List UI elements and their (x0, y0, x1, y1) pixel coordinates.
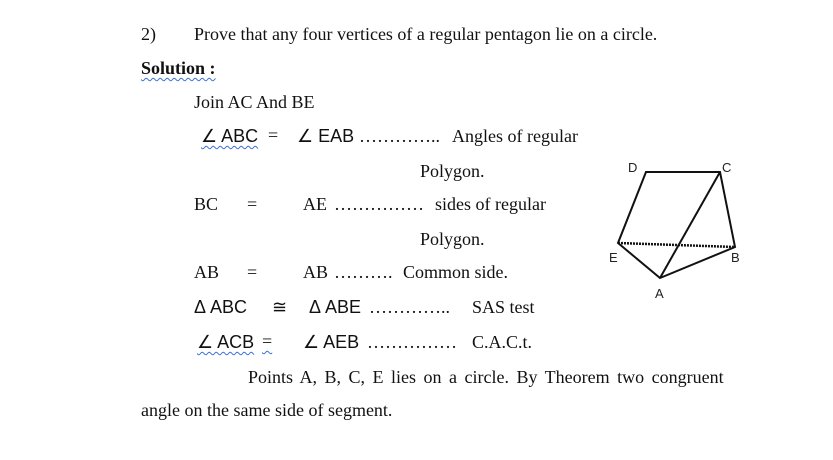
step-join: Join AC And BE (194, 92, 315, 112)
row1-angle-eab: ∠ EAB (297, 126, 355, 146)
pentagon-outline (618, 172, 735, 278)
row2-reason-cont: Polygon. (420, 229, 485, 249)
row1-reason: Angles of regular (452, 126, 578, 146)
row4-congruent: ≅ (272, 297, 288, 317)
row3-reason: Common side. (403, 262, 509, 282)
row3-equals: = (247, 262, 258, 282)
row1-equals: = (268, 125, 279, 145)
row2-dots: …………… (334, 194, 424, 214)
row3-lhs: AB (194, 262, 220, 282)
vertex-label-b: B (731, 250, 740, 265)
row1-angle-abc: ∠ ABC (201, 126, 259, 146)
vertex-label-e: E (609, 250, 618, 265)
diagonal-be (618, 243, 735, 247)
row1-reason-cont: Polygon. (420, 161, 485, 181)
row2-reason: sides of regular (435, 194, 546, 214)
row1-dots: ………….. (359, 126, 440, 146)
vertex-label-a: A (655, 286, 664, 301)
row3-rhs: AB (303, 262, 329, 282)
row2-lhs: BC (194, 194, 219, 214)
problem-number: 2) (141, 24, 156, 44)
row3-dots: ………. (334, 262, 393, 282)
vertex-label-c: C (722, 160, 732, 175)
conclusion-line2: angle on the same side of segment. (141, 400, 393, 420)
problem-statement: Prove that any four vertices of a regular pentagon lie on a circle. (194, 24, 658, 44)
row4-rhs: Δ ABE (309, 297, 362, 317)
row5-dots: …………… (367, 332, 457, 352)
row4-dots: ………….. (369, 297, 450, 317)
row4-lhs: Δ ABC (194, 297, 248, 317)
vertex-label-d: D (628, 160, 638, 175)
row2-equals: = (247, 194, 258, 214)
solution-heading: Solution : (141, 58, 216, 78)
diagonal-ac (660, 172, 720, 278)
row4-reason: SAS test (472, 297, 535, 317)
row5-reason: C.A.C.t. (472, 332, 533, 352)
row5-equals: = (262, 331, 273, 351)
row5-angle-acb: ∠ ACB (197, 332, 255, 352)
row5-angle-aeb: ∠ AEB (303, 332, 360, 352)
conclusion-line1: Points A, B, C, E lies on a circle. By Theorem two congruent (248, 367, 724, 387)
row2-rhs: AE (303, 194, 327, 214)
